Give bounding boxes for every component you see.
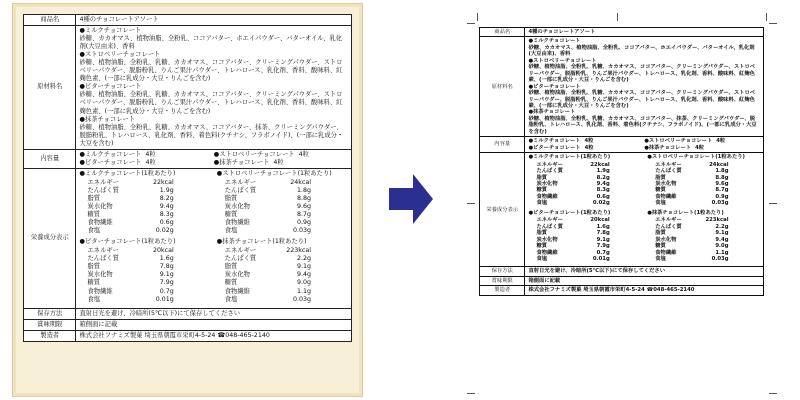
nutrient-name: 糖質 [87, 279, 101, 287]
nutrition-row [24, 168, 352, 308]
nutrition-row-item [79, 288, 210, 296]
content-qty: 4粒 [145, 150, 156, 158]
nutrient-name: 糖質 [655, 243, 666, 250]
nutrient-name: 食物繊維 [87, 219, 113, 227]
maker-header: 製造者 [480, 286, 525, 295]
content-item [79, 159, 213, 167]
ingredient-text: 砂糖、植物油脂、全粉乳、乳糖、カカオマス、ココアバター、クリーミングパウダー、ストロベリーパウダー、脱脂粉乳、りんご果汁パウダー、トレハロース、乳化剤、香料、酸味料、紅麹色素、(一部に乳成分・大豆・りんごを含む) [79, 59, 343, 83]
content-name: ●抹茶チョコレート [213, 158, 270, 166]
nutrient-name: 食塩 [536, 255, 548, 262]
nutrient-value: 20kcal [590, 217, 610, 224]
nutrient-value: 8.8g [715, 174, 729, 181]
nutrient-name: 脂質 [224, 263, 238, 271]
maker-text: 株式会社フナミズ製菓 埼玉県朝霞市栄町4-5-24 ☎048-465-2140 [76, 330, 352, 341]
nutrient-value: 0.9g [715, 193, 729, 200]
content-qty: 4粒 [584, 138, 594, 145]
original-label-panel [12, 3, 363, 397]
nutrition-block-title: ●ミルクチョコレート(1粒あたり) [528, 154, 611, 161]
nutrient-name: 糖質 [87, 211, 101, 219]
product-name-row [24, 15, 352, 26]
ingredient-item [528, 84, 760, 110]
nutrient-name: 炭水化物 [87, 203, 113, 211]
maker-row [24, 330, 352, 341]
ingredient-name: ●ストロベリーチョコレート [79, 51, 161, 59]
nutrient-value: 0.01g [155, 295, 174, 303]
nutrient-value: 8.3g [596, 187, 610, 194]
nutrient-name: たんぱく質 [536, 223, 563, 230]
ingredients-row [480, 37, 764, 137]
nutrient-name: 脂質 [87, 194, 101, 202]
contents-header: 内容量 [480, 137, 525, 153]
nutrient-value: 0.6g [596, 193, 610, 200]
contents-row [24, 149, 352, 168]
ingredient-text: 砂糖、植物油脂、全粉乳、乳糖、カカオマス、ココアバター、抹茶、クリーミングパウダー、脱脂粉乳、トレハロース、乳化剤、香料、着色料(クチナシ、フラボノイド)、(一部に乳成分・大豆を含む) [79, 123, 344, 147]
nutrient-value: 8.3g [159, 211, 174, 219]
nutrition-block-title: ●抹茶チョコレート(1粒あたり) [216, 238, 307, 246]
nutrition-block [647, 210, 760, 263]
nutrient-value: 9.1g [715, 230, 729, 237]
storage-header: 保存方法 [24, 308, 76, 319]
nutrient-value: 9.0g [297, 279, 312, 287]
nutrient-value: 1.8g [715, 168, 729, 175]
content-name: ●ミルクチョコレート [528, 138, 581, 145]
storage-row [480, 267, 764, 276]
nutrient-value: 1.1g [715, 249, 729, 256]
nutrient-value: 1.9g [159, 186, 174, 194]
nutrition-row-item [647, 200, 760, 206]
nutrient-value: 7.9g [596, 243, 610, 250]
maker-header: 製造者 [24, 330, 76, 341]
product-name-row [480, 28, 764, 37]
nutrient-value: 8.7g [715, 187, 729, 194]
nutrient-name: 糖質 [536, 243, 548, 250]
nutrient-name: 炭水化物 [655, 236, 677, 243]
ingredient-text: 砂糖、植物油脂、全粉乳、乳糖、カカオマス、ココアバター、抹茶、クリーミングパウダー、脱脂粉乳、トレハロース、乳化剤、香料、着色料(クチナシ、フラボノイド)、(一部に乳成分・大豆を含む) [528, 115, 757, 135]
nutrient-name: エネルギー [536, 161, 563, 168]
nutrient-name: たんぱく質 [655, 223, 682, 230]
nutrient-name: 食物繊維 [536, 193, 558, 200]
nutrition-grid [79, 170, 348, 307]
nutrition-header: 栄養成分表示 [24, 168, 76, 308]
nutrient-name: たんぱく質 [536, 168, 563, 175]
ingredient-item [79, 116, 348, 148]
nutrition-row-item [647, 256, 760, 262]
nutrition-row-item [217, 195, 348, 203]
storage-row [24, 308, 352, 319]
nutrition-block-title: ●ストロベリーチョコレート(1粒あたり) [647, 154, 745, 161]
nutrition-row [480, 153, 764, 267]
ingredient-text: 砂糖、植物油脂、全粉乳、乳糖、カカオマス、ココアバター、クリーミングパウダー、ストロベリーパウダー、脱脂粉乳、りんご果汁パウダー、トレハロース、乳化剤、香料、酸味料、紅麹色素、(一部に乳成分・大豆・りんごを含む) [528, 64, 756, 84]
nutrition-block-title: ●ビターチョコレート(1粒あたり) [79, 238, 176, 246]
crop-mark [467, 203, 475, 204]
nutrient-value: 1.9g [596, 168, 610, 175]
nutrient-value: 24kcal [709, 161, 729, 168]
content-qty: 4粒 [145, 158, 156, 166]
nutrient-name: 炭水化物 [655, 180, 677, 187]
nutrition-row-item [79, 219, 210, 227]
storage-header: 保存方法 [480, 267, 525, 276]
nutrient-value: 9.4g [159, 203, 174, 211]
crop-mark [467, 393, 475, 394]
nutrient-name: 脂質 [655, 230, 666, 237]
nutrition-row-item [217, 227, 348, 235]
nutrition-row-item [217, 211, 348, 219]
content-item [214, 159, 348, 167]
nutrition-row-item [79, 227, 210, 235]
content-name: ●ストロベリーチョコレート [213, 150, 295, 158]
nutrient-name: たんぱく質 [224, 255, 257, 263]
nutrition-row-item [79, 187, 210, 195]
nutrition-row-item [79, 296, 210, 304]
content-item [214, 151, 348, 159]
nutrient-value: 0.03g [711, 200, 729, 207]
nutrition-block-title: ●抹茶チョコレート(1粒あたり) [647, 209, 724, 216]
nutrient-name: エネルギー [224, 178, 257, 186]
nutrient-value: 20kcal [153, 247, 174, 255]
nutrient-value: 223kcal [705, 217, 729, 224]
nutrient-value: 22kcal [590, 161, 610, 168]
nutrient-value: 9.6g [297, 203, 312, 211]
ingredient-name: ●ビターチョコレート [79, 83, 142, 91]
content-name: ●抹茶チョコレート [644, 144, 692, 151]
nutrient-name: たんぱく質 [224, 186, 257, 194]
content-name: ●ストロベリーチョコレート [644, 138, 713, 145]
expiry-header: 賞味期限 [480, 276, 525, 285]
nutrient-value: 9.1g [159, 271, 174, 279]
nutrient-name: 食物繊維 [224, 219, 250, 227]
nutrition-label-table [23, 14, 352, 342]
arrow-right-icon [389, 174, 433, 224]
nutrient-value: 0.9g [297, 219, 312, 227]
nutrition-row-item [217, 219, 348, 227]
storage-text: 直射日光を避け、冷暗所(5℃以下)にて保存してください [76, 308, 352, 319]
nutrition-row-item [79, 195, 210, 203]
nutrient-value: 0.03g [292, 227, 312, 235]
nutrient-value: 1.6g [596, 223, 610, 230]
nutrition-cell [76, 168, 352, 308]
nutrient-name: エネルギー [87, 178, 119, 186]
crop-mark [617, 13, 618, 21]
nutrient-name: 糖質 [655, 187, 666, 194]
nutrient-name: エネルギー [536, 217, 563, 224]
ingredient-name: ●ビターチョコレート [528, 83, 581, 90]
nutrition-row-item [79, 179, 210, 187]
expiry-header: 賞味期限 [24, 319, 76, 330]
nutrient-value: 9.0g [715, 243, 729, 250]
nutrient-value: 0.02g [592, 200, 610, 207]
nutrient-value: 7.9g [159, 279, 174, 287]
ingredients-cell [76, 26, 352, 150]
nutrient-value: 9.4g [297, 271, 312, 279]
nutrient-value: 0.02g [155, 227, 174, 235]
nutrient-value: 8.2g [596, 174, 610, 181]
ingredients-row [24, 26, 352, 150]
contents-header: 内容量 [24, 149, 76, 168]
ingredient-item [528, 58, 760, 84]
nutrient-name: 脂質 [536, 230, 548, 237]
nutrition-row-item [528, 200, 641, 206]
content-item [644, 145, 760, 151]
nutrition-block [528, 210, 641, 263]
product-name-header: 商品名 [480, 28, 525, 37]
nutrition-block [217, 238, 348, 303]
nutrition-row-item [79, 211, 210, 219]
nutrient-name: 食塩 [224, 295, 238, 303]
nutrition-grid [528, 154, 760, 265]
nutrient-value: 9.4g [596, 180, 610, 187]
ingredient-name: ●ミルクチョコレート [528, 38, 581, 45]
content-qty: 4粒 [584, 144, 594, 151]
storage-text: 直射日光を避け、冷暗所(5℃以下)にて保存してください [525, 267, 764, 276]
nutrition-block [79, 170, 210, 235]
nutrition-block [79, 238, 210, 303]
ingredient-item [79, 51, 348, 83]
nutrient-value: 9.1g [596, 236, 610, 243]
nutrient-value: 24kcal [290, 178, 312, 186]
nutrient-name: 食塩 [87, 227, 101, 235]
nutrient-value: 0.03g [292, 295, 312, 303]
nutrient-name: 食塩 [87, 295, 101, 303]
nutrient-value: 8.2g [159, 194, 174, 202]
nutrient-name: エネルギー [87, 247, 119, 255]
nutrient-name: エネルギー [655, 161, 682, 168]
ingredient-name: ●抹茶チョコレート [79, 115, 136, 123]
nutrient-value: 7.8g [596, 230, 610, 237]
crop-mark [769, 203, 777, 204]
nutrition-row-item [79, 279, 210, 287]
content-item [528, 145, 644, 151]
nutrition-block [647, 154, 760, 207]
nutrient-value: 0.03g [711, 255, 729, 262]
nutrient-value: 2.2g [715, 223, 729, 230]
ingredient-name: ●抹茶チョコレート [528, 109, 576, 116]
product-name-header: 商品名 [24, 15, 76, 26]
nutrient-value: 1.1g [297, 287, 312, 295]
nutrient-name: 炭水化物 [536, 236, 558, 243]
expiry-row [480, 276, 764, 285]
nutrient-value: 9.6g [715, 180, 729, 187]
nutrient-name: 炭水化物 [224, 203, 250, 211]
nutrition-block-title: ●ストロベリーチョコレート(1粒あたり) [216, 169, 332, 177]
nutrition-block-title: ●ビターチョコレート(1粒あたり) [528, 209, 611, 216]
nutrient-value: 1.8g [297, 186, 312, 194]
nutrient-value: 223kcal [286, 247, 312, 255]
content-qty: 4粒 [273, 158, 284, 166]
nutrition-block [217, 170, 348, 235]
nutrient-value: 9.1g [297, 263, 312, 271]
ingredient-item [79, 83, 348, 115]
nutrition-row-item [217, 187, 348, 195]
nutrition-block-title: ●ミルクチョコレート(1粒あたり) [79, 169, 176, 177]
ingredient-text: 砂糖、植物油脂、全粉乳、乳糖、カカオマス、ココアバター、クリーミングパウダー、ストロベリーパウダー、脱脂粉乳、りんご果汁パウダー、トレハロース、乳化剤、香料、酸味料、紅麹色素、(一部に乳成分・大豆・りんごを含む) [528, 90, 756, 109]
nutrient-value: 8.7g [297, 211, 312, 219]
nutrient-name: たんぱく質 [87, 186, 119, 194]
nutrient-value: 22kcal [153, 178, 174, 186]
ingredient-text: 砂糖、カカオマス、植物油脂、全粉乳、ココアバター、ホエイパウダー、バターオイル、乳化剤(大豆由来)、香料 [79, 35, 342, 51]
nutrient-name: 脂質 [87, 263, 101, 271]
contents-cell [76, 149, 352, 168]
ingredient-item [528, 109, 760, 135]
nutrient-name: 脂質 [655, 174, 666, 181]
nutrient-name: エネルギー [224, 247, 257, 255]
ingredient-item [79, 27, 348, 51]
nutrient-value: 1.6g [159, 255, 174, 263]
ingredients-cell [525, 37, 764, 137]
maker-text: 株式会社フナミズ製菓 埼玉県朝霞市栄町4-5-24 ☎048-465-2140 [525, 286, 764, 295]
nutrient-name: 炭水化物 [224, 271, 250, 279]
nutrient-value: 7.8g [159, 263, 174, 271]
nutrition-row-item [217, 296, 348, 304]
content-name: ●ビターチョコレート [79, 158, 142, 166]
nutrient-name: 食物繊維 [536, 249, 558, 256]
nutrient-name: 炭水化物 [536, 180, 558, 187]
nutrient-name: 脂質 [224, 194, 238, 202]
nutrition-cell [525, 153, 764, 267]
nutrient-name: 食物繊維 [655, 193, 677, 200]
contents-row [480, 137, 764, 153]
nutrient-name: 糖質 [536, 187, 548, 194]
content-name: ●ビターチョコレート [528, 144, 581, 151]
nutrient-name: 脂質 [536, 174, 548, 181]
contents-cell [525, 137, 764, 153]
crop-mark [769, 393, 777, 394]
nutrient-name: 食塩 [536, 200, 548, 207]
ingredients-header: 原材料名 [480, 37, 525, 137]
nutrient-name: 食物繊維 [224, 287, 250, 295]
print-ready-label-panel [467, 13, 777, 398]
content-qty: 4粒 [716, 138, 726, 145]
expiry-text: 箱側面に記載 [525, 276, 764, 285]
nutrient-name: 食塩 [655, 255, 666, 262]
product-name: 4種のチョコレートアソート [525, 28, 764, 37]
ingredient-name: ●ストロベリーチョコレート [528, 57, 597, 64]
nutrient-name: 糖質 [224, 211, 238, 219]
nutrient-value: 9.4g [715, 236, 729, 243]
nutrient-value: 0.7g [596, 249, 610, 256]
crop-mark [477, 13, 478, 21]
nutrient-name: 糖質 [224, 279, 238, 287]
nutrition-block [528, 154, 641, 207]
content-qty: 4粒 [298, 150, 309, 158]
content-qty: 4粒 [695, 144, 705, 151]
nutrient-value: 0.01g [592, 255, 610, 262]
nutrition-row-item [528, 256, 641, 262]
nutrition-header: 栄養成分表示 [480, 153, 525, 267]
nutrient-value: 8.8g [297, 194, 312, 202]
nutrient-name: 食物繊維 [655, 249, 677, 256]
nutrition-row-item [79, 203, 210, 211]
nutrient-name: 食物繊維 [87, 287, 113, 295]
ingredient-name: ●ミルクチョコレート [79, 27, 142, 35]
nutrition-row-item [217, 179, 348, 187]
nutrient-name: エネルギー [655, 217, 682, 224]
nutrition-row-item [217, 288, 348, 296]
ingredient-text: 砂糖、カカオマス、植物油脂、全粉乳、ココアバター、ホエイパウダー、バターオイル、乳化剤(大豆由来)、香料 [528, 44, 755, 58]
ingredient-text: 砂糖、植物油脂、全粉乳、乳糖、カカオマス、ココアバター、クリーミングパウダー、ストロベリーパウダー、脱脂粉乳、りんご果汁パウダー、トレハロース、乳化剤、香料、酸味料、紅麹色素、(一部に乳成分・大豆・りんごを含む) [79, 91, 343, 115]
product-name: 4種のチョコレートアソート [76, 15, 352, 26]
expiry-text: 箱側面に記載 [76, 319, 352, 330]
ingredient-item [528, 38, 760, 57]
ingredients-header: 原材料名 [24, 26, 76, 150]
nutrition-row-item [217, 203, 348, 211]
content-item [79, 151, 213, 159]
maker-row [480, 286, 764, 295]
nutrient-name: 炭水化物 [87, 271, 113, 279]
nutrient-value: 2.2g [297, 255, 312, 263]
nutrient-name: 食塩 [655, 200, 666, 207]
crop-mark [769, 23, 777, 24]
nutrient-name: 食塩 [224, 227, 238, 235]
expiry-row [24, 319, 352, 330]
nutrient-name: たんぱく質 [655, 168, 682, 175]
crop-mark [766, 13, 767, 21]
nutrition-label-table [479, 27, 764, 296]
nutrient-value: 0.7g [159, 287, 174, 295]
nutrient-name: たんぱく質 [87, 255, 119, 263]
content-name: ●ミルクチョコレート [79, 150, 142, 158]
nutrient-value: 0.6g [159, 219, 174, 227]
crop-mark [467, 23, 475, 24]
nutrition-row-item [217, 279, 348, 287]
